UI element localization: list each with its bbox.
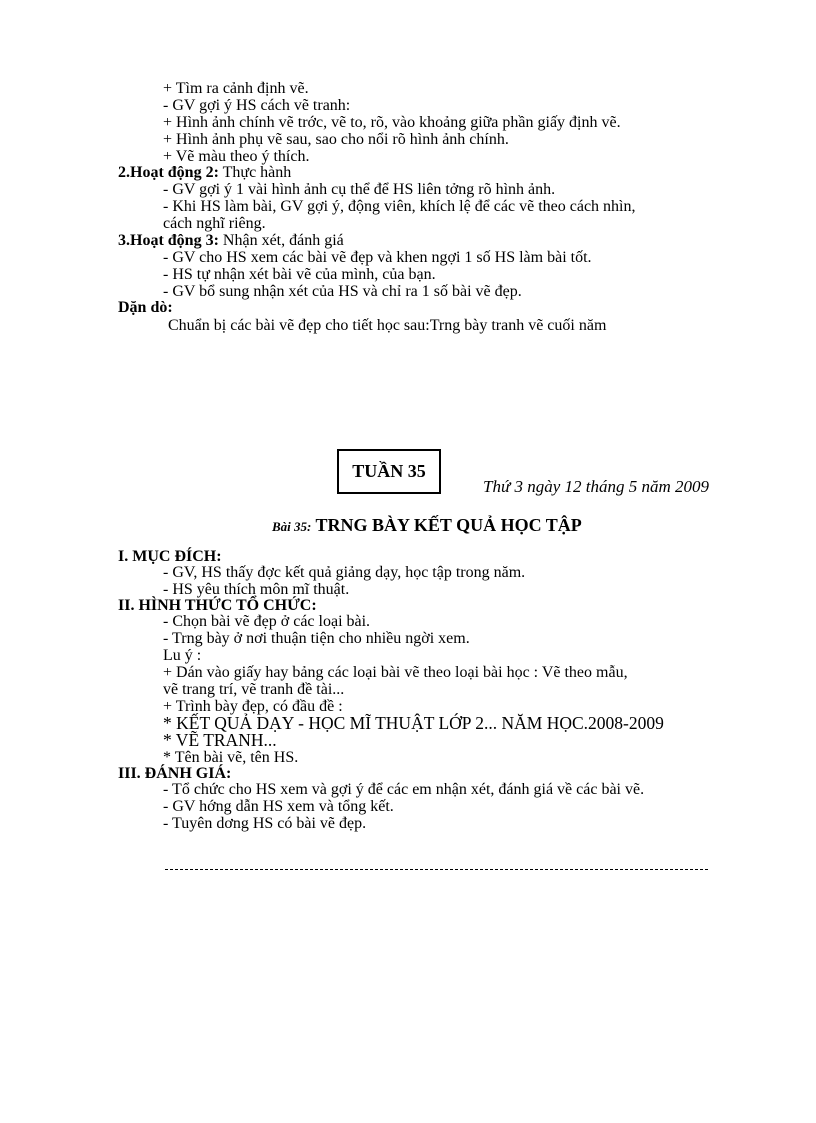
activity-2-heading — [118, 164, 291, 181]
activity-2-text: Thực hành — [218, 164, 292, 181]
week-label: TUẦN 35 — [352, 461, 426, 481]
activity-3-text: Nhận xét, đánh giá — [218, 232, 344, 249]
lesson-title-text: TRNG BÀY KẾT QUẢ HỌC TẬP — [311, 515, 582, 535]
text-line: + Trình bày đẹp, có đầu đề : — [163, 698, 343, 715]
text-line: - Chọn bài vẽ đẹp ở các loại bài. — [163, 613, 371, 630]
text-line: - HS yêu thích môn mĩ thuật. — [163, 581, 350, 598]
activity-2-label: 2.Hoạt động 2: — [118, 164, 219, 181]
text-line: - GV gợi ý HS cách vẽ tranh: — [163, 97, 351, 114]
text-line: - Khi HS làm bài, GV gợi ý, động viên, khích lệ để các vẽ theo cách nhìn, — [163, 198, 636, 215]
text-line: + Vẽ màu theo ý thích. — [163, 148, 310, 165]
lesson-title — [272, 515, 582, 536]
text-line: + Hình ảnh phụ vẽ sau, sao cho nổi rõ hình ảnh chính. — [163, 131, 509, 148]
text-line: - GV, HS thấy đợc kết quả giảng dạy, học tập trong năm. — [163, 564, 526, 581]
text-line: - Tuyên dơng HS có bài vẽ đẹp. — [163, 815, 367, 832]
text-line: Lu ý : — [163, 647, 202, 664]
text-line: - GV bổ sung nhận xét của HS và chỉ ra 1 số bài vẽ đẹp. — [163, 283, 522, 300]
text-line: * KẾT QUẢ DẠY - HỌC MĨ THUẬT LỚP 2... NĂM HỌC.2008-2009 — [163, 713, 664, 733]
text-line: * Tên bài vẽ, tên HS. — [163, 749, 299, 766]
lesson-prefix: Bài 35: — [272, 519, 312, 534]
activity-3-heading — [118, 232, 344, 249]
section-heading: III. ĐÁNH GIÁ: — [118, 765, 232, 782]
text-line: - GV gợi ý 1 vài hình ảnh cụ thể để HS liên tởng rõ hình ảnh. — [163, 181, 556, 198]
text-line: cách nghĩ riêng. — [163, 215, 266, 232]
text-line: - GV cho HS xem các bài vẽ đẹp và khen ngợi 1 số HS làm bài tốt. — [163, 249, 592, 266]
separator-line — [165, 869, 708, 870]
text-line: - HS tự nhận xét bài vẽ của mình, của bạn. — [163, 266, 436, 283]
text-line: - Tổ chức cho HS xem và gợi ý để các em nhận xét, đánh giá về các bài vẽ. — [163, 781, 645, 798]
text-line: + Dán vào giấy hay bảng các loại bài vẽ theo loại bài học : Vẽ theo mẫu, — [163, 664, 628, 681]
week-box — [337, 449, 441, 494]
dando-text: Chuẩn bị các bài vẽ đẹp cho tiết học sau:Trng bày tranh vẽ cuối năm — [168, 317, 607, 334]
text-line: - GV hớng dẫn HS xem và tổng kết. — [163, 798, 394, 815]
text-line: + Tìm ra cảnh định vẽ. — [163, 80, 309, 97]
text-line: + Hình ảnh chính vẽ trớc, vẽ to, rõ, vào khoảng giữa phần giấy định vẽ. — [163, 114, 621, 131]
text-line: - Trng bày ở nơi thuận tiện cho nhiều ngời xem. — [163, 630, 470, 647]
text-line: vẽ trang trí, vẽ tranh đề tài... — [163, 681, 345, 698]
section-heading: II. HÌNH THỨC TỔ CHỨC: — [118, 597, 317, 614]
text-line: * VẼ TRANH... — [163, 730, 277, 750]
activity-3-label: 3.Hoạt động 3: — [118, 232, 219, 249]
lesson-date: Thứ 3 ngày 12 tháng 5 năm 2009 — [483, 477, 710, 496]
section-heading: I. MỤC ĐÍCH: — [118, 548, 222, 565]
dando-heading: Dặn dò: — [118, 299, 173, 316]
